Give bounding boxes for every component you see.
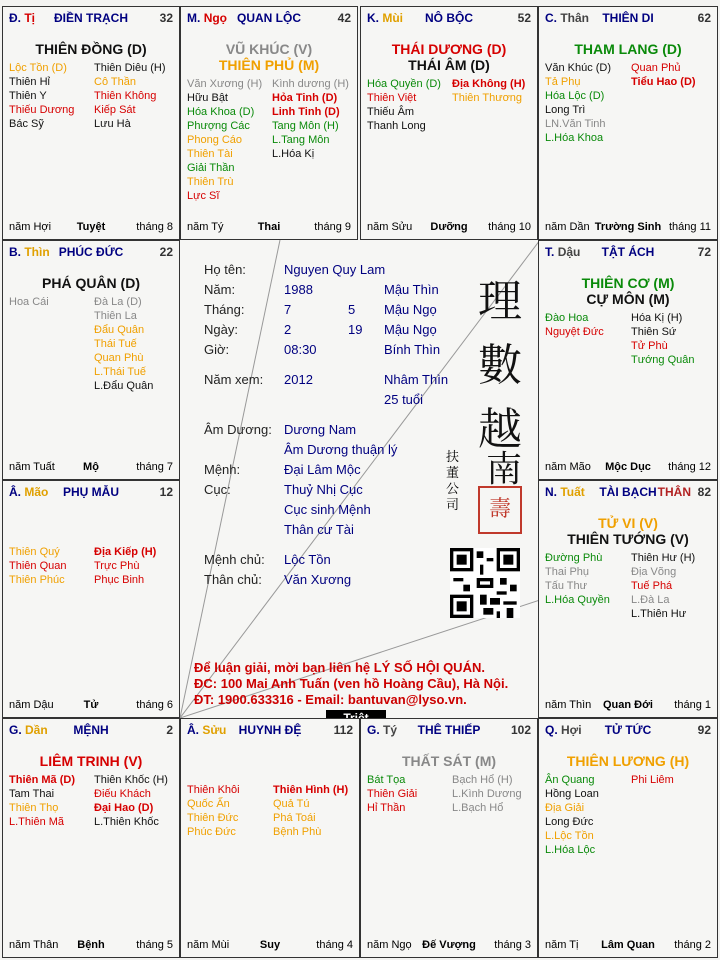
minor-stars-left	[187, 783, 240, 839]
footer-month: tháng 11	[668, 221, 711, 233]
main-star: THÁI DƯƠNG (D)	[391, 41, 507, 57]
palace-canchi: K. Mùi	[367, 11, 404, 25]
minor-star: L.Thiên Khốc	[94, 816, 159, 828]
red-seal: 壽	[478, 486, 522, 534]
minor-star: Thiên Thọ	[9, 802, 59, 814]
palace-header	[9, 723, 173, 739]
label-name: Họ tên:	[204, 262, 246, 277]
footer-month: tháng 8	[136, 221, 173, 233]
palace-footer	[9, 221, 173, 235]
minor-star: Thiên Mã (D)	[9, 774, 75, 786]
footer-year: năm Mão	[545, 461, 591, 473]
palace-name: HUYNH ĐỆ	[238, 723, 302, 737]
value-year: 1988	[284, 282, 313, 297]
footer-stage: Bệnh	[77, 939, 105, 951]
footer-year: năm Ngọ	[367, 939, 412, 951]
small-char: 司	[446, 498, 460, 513]
main-star: THIÊN CƠ (M)	[581, 275, 675, 291]
minor-star: Thiên Việt	[367, 92, 417, 104]
minor-star: Thiên Quý	[9, 546, 60, 558]
minor-star: Hoa Cái	[9, 296, 49, 308]
contact-line-3: ĐT: 1900.633316 - Email: bantuvan@lyso.vn.	[194, 692, 467, 707]
label-amduong: Âm Dương:	[204, 422, 272, 437]
calligraphy-last: 南	[485, 449, 522, 490]
minor-star: Thiên Quan	[9, 560, 67, 572]
minor-star: Trực Phù	[94, 560, 140, 572]
minor-star: Ân Quang	[545, 774, 595, 786]
palace-name: PHÚC ĐỨC	[58, 245, 124, 259]
minor-star: Phục Binh	[94, 574, 145, 586]
palace-ti	[2, 6, 180, 240]
minor-stars-left	[367, 77, 441, 133]
minor-star: Thiên La	[94, 310, 137, 322]
value-month-1: 7	[284, 302, 292, 317]
label-menh-chu: Mệnh chủ:	[204, 552, 265, 567]
minor-star: Giải Thần	[187, 162, 235, 174]
minor-stars-right	[631, 773, 674, 787]
palace-header	[9, 245, 173, 261]
minor-stars-left	[187, 77, 262, 203]
palace-header	[187, 11, 351, 27]
minor-star: L.Thái Tuế	[94, 366, 146, 378]
footer-month: tháng 9	[314, 221, 351, 233]
footer-year: năm Tị	[545, 939, 579, 951]
palace-ngo	[180, 6, 358, 240]
minor-star: L.Hóa Lộc	[545, 844, 596, 856]
minor-stars-left	[545, 773, 599, 857]
minor-star: Thiên Hỉ	[9, 76, 50, 88]
minor-star: Hữu Bật	[187, 92, 228, 104]
main-star-2: CỰ MÔN (M)	[586, 291, 670, 307]
value-menh: Đại Lâm Mộc	[284, 462, 361, 477]
minor-star: Thiếu Âm	[367, 106, 415, 118]
minor-star: Thanh Long	[367, 120, 426, 132]
footer-stage: Quan Đới	[603, 699, 653, 711]
footer-year: năm Dần	[545, 221, 590, 233]
minor-star: Địa Không (H)	[452, 78, 526, 90]
palace-tuat	[538, 480, 718, 718]
palace-footer	[545, 461, 711, 475]
callig-char: 越	[478, 404, 522, 455]
palace-dan	[2, 718, 180, 958]
minor-star: L.Đà La	[631, 594, 670, 606]
small-char: 公	[446, 482, 460, 497]
footer-stage: Suy	[259, 939, 281, 951]
minor-star: Thiên Sứ	[631, 326, 677, 338]
minor-star: Đẩu Quân	[94, 324, 145, 336]
footer-year: năm Sửu	[367, 221, 413, 233]
label-year: Năm:	[204, 282, 236, 297]
small-char: 扶	[446, 450, 460, 465]
minor-star: Bác Sỹ	[9, 118, 44, 130]
label-view-year: Năm xem:	[204, 372, 264, 387]
value-day-2: 19	[348, 322, 363, 337]
footer-month: tháng 1	[674, 699, 711, 711]
palace-header	[545, 723, 711, 739]
palace-name: THIÊN DI	[602, 11, 654, 25]
minor-star: Văn Khúc (D)	[545, 62, 612, 74]
minor-stars-right	[94, 773, 168, 829]
minor-stars-right	[94, 61, 166, 131]
label-cuc: Cục:	[204, 482, 231, 497]
minor-star: L.Hóa Quyền	[545, 594, 610, 606]
minor-star: Đào Hoa	[545, 312, 589, 324]
minor-star: Thiên Khốc (H)	[94, 774, 168, 786]
value-day-canchi: Mậu Ngọ	[384, 322, 437, 337]
palace-header	[367, 11, 531, 27]
label-day: Ngày:	[204, 322, 238, 337]
minor-star: Hóa Kị (H)	[631, 312, 683, 324]
palace-mui	[360, 6, 538, 240]
palace-canchi: Â. Sửu	[187, 723, 227, 737]
minor-stars-right	[272, 77, 349, 161]
minor-star: Hỏa Tinh (D)	[272, 92, 338, 104]
minor-star: L.Hóa Khoa	[545, 132, 604, 144]
palace-canchi: G. Dần	[9, 723, 48, 737]
contact-line-1: Để luận giải, mời bạn liên hệ LÝ SỐ HỘI QUÁN.	[194, 660, 485, 675]
footer-year: năm Mùi	[187, 939, 230, 951]
footer-stage: Trường Sinh	[594, 221, 662, 233]
footer-stage: Lâm Quan	[601, 939, 655, 951]
minor-star: Thiên Thương	[452, 92, 523, 104]
minor-star: Thiên Hư (H)	[631, 552, 696, 564]
palace-name: MỆNH	[73, 723, 109, 737]
minor-star: Thai Phụ	[545, 566, 590, 578]
value-day-1: 2	[284, 322, 292, 337]
minor-star: Kiếp Sát	[94, 104, 136, 116]
minor-stars-right	[452, 773, 522, 815]
minor-star: Lộc Tồn (D)	[9, 62, 67, 74]
footer-stage: Mộ	[83, 461, 99, 473]
minor-star: Hỉ Thần	[367, 802, 406, 814]
palace-age: 72	[697, 245, 711, 259]
palace-footer	[9, 461, 173, 475]
calligraphy-title	[470, 270, 530, 462]
palace-canchi: G. Tý	[367, 723, 398, 737]
palace-header	[367, 723, 531, 739]
minor-star: Quốc Ấn	[187, 798, 230, 810]
palace-age: 52	[517, 11, 531, 25]
minor-star: Tam Thai	[9, 788, 55, 800]
minor-star: Thái Tuế	[94, 338, 137, 350]
minor-star: Điếu Khách	[94, 788, 151, 800]
palace-header	[187, 723, 353, 739]
palace-canchi: Q. Hợi	[545, 723, 582, 737]
minor-star: Đại Hao (D)	[94, 802, 154, 814]
minor-star: Linh Tinh (D)	[272, 106, 340, 118]
palace-canchi: M. Ngọ	[187, 11, 228, 25]
minor-star: Phá Toái	[273, 812, 316, 824]
main-star-2: THIÊN TƯỚNG (V)	[567, 531, 689, 547]
minor-star: Phong Cáo	[187, 134, 243, 146]
value-view-year: 2012	[284, 372, 313, 387]
footer-stage: Mộc Dục	[605, 461, 651, 473]
palace-name: THÊ THIẾP	[417, 723, 481, 737]
palace-age: 92	[697, 723, 711, 737]
minor-stars-left	[545, 311, 604, 339]
contact-line-2: ĐC: 100 Mai Anh Tuấn (ven hồ Hoàng Cầu), Hà Nội.	[194, 676, 509, 691]
minor-star: Hóa Quyền (D)	[367, 78, 441, 90]
palace-hoi	[538, 718, 718, 958]
main-star-2: THIÊN PHỦ (M)	[218, 57, 320, 73]
palace-canchi: C. Thân	[545, 11, 590, 25]
minor-star: Thiếu Dương	[9, 104, 75, 116]
value-than-chu: Văn Xương	[284, 572, 352, 587]
minor-star: Thiên Y	[9, 90, 47, 102]
palace-canchi: T. Dậu	[545, 245, 581, 259]
footer-month: tháng 4	[316, 939, 353, 951]
minor-star: Quan Phủ	[631, 62, 681, 74]
minor-star: Hồng Loan	[545, 788, 599, 800]
palace-age: 102	[510, 723, 531, 737]
value-view-year-canchi: Nhâm Thìn	[384, 372, 449, 387]
minor-star: Lực Sĩ	[187, 190, 220, 202]
palace-header	[9, 11, 173, 27]
minor-star: Lưu Hà	[94, 118, 131, 130]
minor-star: Thiên Phúc	[9, 574, 65, 586]
palace-name: TÀI BẠCH	[599, 485, 657, 499]
minor-star: Địa Kiếp (H)	[94, 546, 157, 558]
palace-name: TẬT ÁCH	[601, 245, 655, 259]
minor-star: Phi Liêm	[631, 774, 674, 786]
footer-year: năm Hợi	[9, 221, 52, 233]
palace-age: 2	[166, 723, 173, 737]
minor-stars-right	[273, 783, 348, 839]
value-name: Nguyen Quy Lam	[284, 262, 386, 277]
palace-header	[545, 485, 711, 501]
minor-star: Bạch Hổ (H)	[452, 774, 513, 786]
minor-star: Quan Phù	[94, 352, 144, 364]
minor-stars-right	[631, 311, 695, 367]
main-star: THẤT SÁT (M)	[401, 753, 497, 769]
minor-star: Tấu Thư	[545, 580, 588, 592]
value-cuc: Thuỷ Nhị Cục	[284, 482, 363, 497]
minor-stars-right	[452, 77, 525, 105]
palace-footer	[545, 699, 711, 713]
palace-footer	[9, 939, 173, 953]
value-cuc-2: Cục sinh Mệnh	[284, 502, 371, 517]
minor-star: Tả Phụ	[545, 76, 581, 88]
minor-stars-left	[545, 61, 611, 145]
minor-star: Tang Môn (H)	[272, 120, 339, 132]
palace-suu	[180, 718, 360, 958]
minor-star: Thiên Trù	[187, 176, 234, 188]
footer-year: năm Tuất	[9, 461, 55, 473]
footer-month: tháng 7	[136, 461, 173, 473]
main-star: THIÊN ĐỒNG (D)	[35, 41, 147, 57]
palace-footer	[187, 939, 353, 953]
palace-name: QUAN LỘC	[237, 11, 301, 25]
minor-star: Long Đức	[545, 816, 594, 828]
value-menh-chu: Lộc Tồn	[284, 552, 331, 567]
minor-star: Hóa Khoa (D)	[187, 106, 255, 118]
value-amduong: Dương Nam	[284, 422, 357, 437]
minor-stars-left	[545, 551, 610, 607]
minor-star: Nguyệt Đức	[545, 326, 604, 338]
palace-name: PHỤ MẪU	[63, 485, 119, 499]
value-hour-canchi: Bính Thìn	[384, 342, 441, 357]
palace-ty	[360, 718, 538, 958]
main-star: LIÊM TRINH (V)	[39, 753, 143, 769]
footer-month: tháng 12	[668, 461, 711, 473]
minor-stars-left	[9, 61, 74, 131]
minor-star: Đường Phù	[545, 552, 603, 564]
minor-star: Đà La (D)	[94, 296, 142, 308]
footer-stage: Tuyệt	[76, 221, 106, 233]
callig-char: 數	[478, 340, 522, 391]
minor-star: Thiên Đức	[187, 812, 239, 824]
value-month-canchi: Mậu Ngọ	[384, 302, 437, 317]
minor-star: L.Kình Dương	[452, 788, 522, 800]
palace-than	[538, 6, 718, 240]
value-hour: 08:30	[284, 342, 317, 357]
footer-month: tháng 10	[488, 221, 531, 233]
label-menh: Mệnh:	[204, 462, 241, 477]
palace-footer	[367, 221, 531, 235]
palace-footer	[9, 699, 173, 713]
minor-star: Tuế Phá	[631, 580, 673, 592]
minor-stars-left	[9, 773, 75, 829]
main-star: VŨ KHÚC (V)	[225, 41, 313, 57]
main-star: TỬ VI (V)	[598, 515, 658, 531]
minor-star: L.Bạch Hổ	[452, 802, 504, 814]
minor-star: Phượng Các	[187, 120, 250, 132]
palace-canchi: Â. Mão	[9, 485, 49, 499]
minor-star: Long Trì	[545, 104, 586, 116]
minor-star: Bát Tọa	[367, 774, 406, 786]
palace-age: 22	[159, 245, 173, 259]
value-year-canchi: Mậu Thìn	[384, 282, 439, 297]
minor-star: LN.Văn Tinh	[545, 118, 606, 130]
minor-stars-right	[94, 545, 156, 587]
footer-year: năm Dậu	[9, 699, 54, 711]
minor-star: L.Thiên Mã	[9, 816, 65, 828]
minor-star: L.Lộc Tồn	[545, 830, 594, 842]
label-than-chu: Thân chủ:	[204, 572, 262, 587]
palace-name: NÔ BỘC	[425, 11, 473, 25]
minor-star: Văn Xương (H)	[187, 78, 263, 90]
minor-star: L.Thiên Hư	[631, 608, 687, 620]
palace-canchi: B. Thìn	[9, 245, 50, 259]
palace-name: ĐIỀN TRẠCH	[54, 11, 128, 25]
palace-footer	[545, 221, 711, 235]
minor-star: Kình dương (H)	[272, 78, 349, 90]
minor-star: Thiên Hình (H)	[273, 784, 349, 796]
palace-thin	[2, 240, 180, 480]
small-calligraphy	[446, 450, 462, 514]
footer-month: tháng 5	[136, 939, 173, 951]
palace-dau	[538, 240, 718, 480]
footer-year: năm Thìn	[545, 699, 592, 711]
minor-star: Thiên Diêu (H)	[94, 62, 166, 74]
minor-star: Địa Giải	[545, 802, 585, 814]
footer-stage: Dưỡng	[430, 221, 468, 233]
palace-name: TỬ TỨC	[604, 723, 652, 737]
palace-header	[545, 11, 711, 27]
minor-star: Địa Võng	[631, 566, 677, 578]
callig-char: 理	[478, 276, 522, 327]
minor-star: Hóa Lộc (D)	[545, 90, 605, 102]
footer-month: tháng 6	[136, 699, 173, 711]
minor-star: Quả Tú	[273, 798, 310, 810]
palace-age: 112	[333, 723, 353, 737]
minor-star: Thiên Giải	[367, 788, 418, 800]
minor-star: Thiên Khôi	[187, 784, 240, 796]
main-star: THAM LANG (D)	[574, 41, 682, 57]
than-marker: THÂN	[657, 485, 691, 499]
value-cuc-3: Thân cư Tài	[284, 522, 354, 537]
minor-stars-right	[94, 295, 153, 393]
minor-stars-left	[367, 773, 417, 815]
main-star: PHÁ QUÂN (D)	[42, 275, 140, 291]
minor-star: L.Hóa Kị	[272, 148, 315, 160]
value-amduong-2: Âm Dương thuận lý	[284, 442, 398, 457]
minor-star: Phúc Đức	[187, 826, 236, 838]
footer-month: tháng 3	[494, 939, 531, 951]
value-month-2: 5	[348, 302, 356, 317]
palace-header	[545, 245, 711, 261]
minor-stars-left	[9, 545, 66, 587]
minor-star: Thiên Không	[94, 90, 157, 102]
minor-star: Cô Thần	[94, 76, 136, 88]
palace-canchi: N. Tuất	[545, 485, 585, 499]
main-star-2: THÁI ÂM (D)	[408, 57, 490, 73]
palace-footer	[187, 221, 351, 235]
qr-code-icon[interactable]	[450, 548, 520, 618]
footer-month: tháng 2	[674, 939, 711, 951]
label-month: Tháng:	[204, 302, 245, 317]
palace-age: 42	[337, 11, 351, 25]
minor-star: Tử Phù	[631, 340, 668, 352]
palace-age: 12	[159, 485, 173, 499]
palace-canchi: Đ. Tị	[9, 11, 36, 25]
minor-star: Tướng Quân	[631, 354, 695, 366]
small-char: 董	[446, 466, 460, 481]
minor-star: L.Đẩu Quân	[94, 380, 154, 392]
palace-age: 82	[697, 485, 711, 499]
minor-stars-left	[9, 295, 49, 309]
palace-header	[9, 485, 173, 501]
minor-stars-right	[631, 61, 696, 89]
minor-star: Thiên Tài	[187, 148, 233, 160]
main-star: THIÊN LƯƠNG (H)	[566, 753, 690, 769]
minor-star: Tiểu Hao (D)	[631, 76, 696, 88]
footer-year: năm Tý	[187, 221, 224, 233]
footer-year: năm Thân	[9, 939, 59, 951]
palace-footer	[545, 939, 711, 953]
label-hour: Giờ:	[204, 342, 230, 357]
palace-footer	[367, 939, 531, 953]
footer-stage: Tử	[83, 699, 99, 711]
minor-star: L.Tang Môn	[272, 134, 330, 146]
palace-age: 32	[159, 11, 173, 25]
palace-mao	[2, 480, 180, 718]
footer-stage: Thai	[257, 221, 281, 233]
minor-stars-right	[631, 551, 695, 621]
value-age: 25 tuổi	[384, 392, 424, 407]
palace-age: 62	[697, 11, 711, 25]
minor-star: Bệnh Phù	[273, 826, 322, 838]
footer-stage: Đế Vượng	[422, 939, 476, 951]
